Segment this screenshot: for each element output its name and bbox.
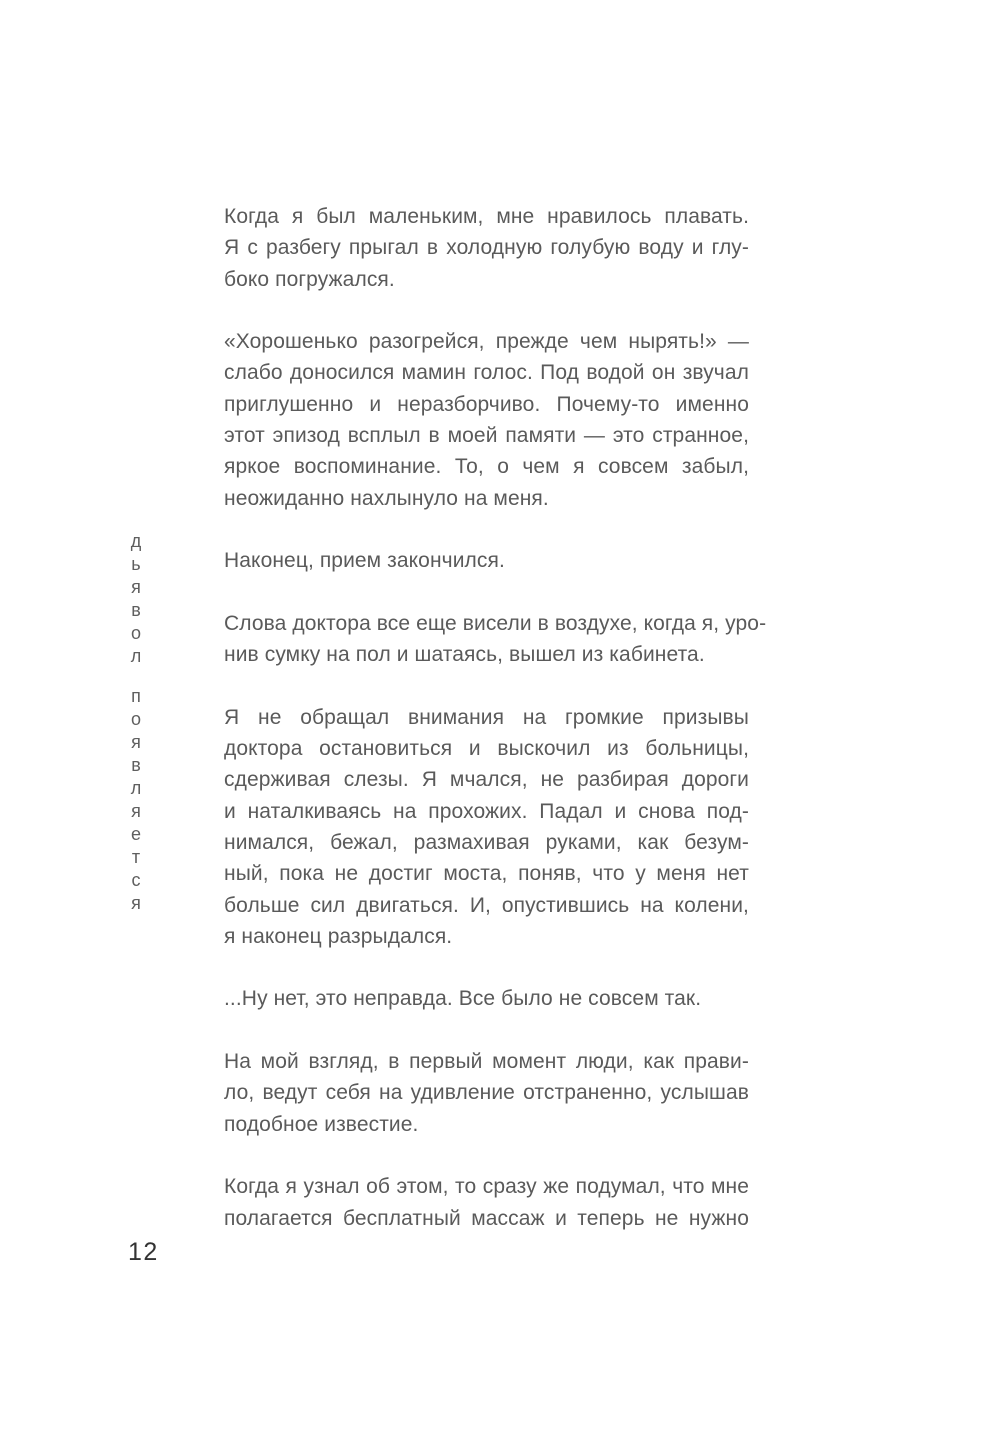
paragraph [224,983,749,1014]
running-head-letter: е [130,824,141,844]
running-head-letter: я [131,801,141,821]
running-head-letter: о [130,709,141,729]
paragraph [224,608,767,671]
text-line: больше сил двигаться. И, опустившись на колени, [224,893,749,917]
paragraph [224,1171,749,1234]
running-head-letter: в [131,755,141,775]
running-head-letter: п [131,686,141,706]
running-head-letter: о [130,623,141,643]
text-line: я наконец разрыдался. [224,924,453,948]
text-line: полагается бесплатный массаж и теперь не нужно [224,1206,749,1230]
text-line: ло, ведут себя на удивление отстраненно, услышав [224,1081,749,1105]
text-line: нимался, бежал, размахивая руками, как безум- [224,830,749,854]
text-line: подобное известие. [224,1112,419,1136]
running-head-letter: д [130,531,142,551]
text-line: Я с разбегу прыгал в холодную голубую воду и глу- [224,236,749,260]
text-line: Наконец, прием закончился. [224,549,505,573]
text-line: сдерживая слезы. Я мчался, не разбирая дороги [224,768,749,792]
text-line: ный, пока не достиг моста, поняв, что у меня нет [224,862,749,886]
running-head-letter: я [131,732,141,752]
running-head-letter: в [131,600,141,620]
page-number: 12 [128,1238,159,1266]
text-line: Слова доктора все еще висели в воздухе, когда я, уро- [224,611,767,635]
running-head-letter: л [130,646,142,666]
text-line: боко погружался. [224,267,395,291]
running-head-letter: с [131,870,141,890]
text-line: Я не обращал внимания на громкие призывы [224,705,749,729]
paragraph [224,702,749,952]
text-line: яркое воспоминание. То, о чем я совсем забыл, [224,455,749,479]
running-head-letter: я [131,577,141,597]
text-line: Когда я узнал об этом, то сразу же подумал, что мне [224,1175,749,1199]
text-line: приглушенно и неразборчиво. Почему-то именно [224,392,749,416]
paragraph [224,201,749,295]
text-line: слабо доносился мамин голос. Под водой он звучал [224,361,749,385]
paragraph [224,1046,749,1140]
running-head-letter: л [130,778,142,798]
text-line: доктора остановиться и выскочил из больницы, [224,737,749,761]
text-line: Когда я был маленьким, мне нравилось плавать. [224,205,749,228]
running-head-letter: т [131,847,141,867]
body-text [224,201,767,1265]
text-line: «Хорошенько разогрейся, прежде чем нырять!» — [224,330,749,354]
running-head-letter: ь [131,554,141,574]
text-line: ...Ну нет, это неправда. Все было не совсем так. [224,987,702,1011]
text-line: нив сумку на пол и шатаясь, вышел из кабинета. [224,643,705,667]
running-head-letter: я [131,893,141,913]
text-line: неожиданно нахлынуло на меня. [224,486,549,510]
text-line: и наталкиваясь на прохожих. Падал и снова под- [224,799,749,823]
paragraph [224,326,749,514]
running-head-vertical [126,530,146,915]
paragraph [224,545,749,576]
text-line: этот эпизод всплыл в моей памяти — это странное, [224,424,749,448]
text-line: На мой взгляд, в первый момент люди, как прави- [224,1050,749,1074]
